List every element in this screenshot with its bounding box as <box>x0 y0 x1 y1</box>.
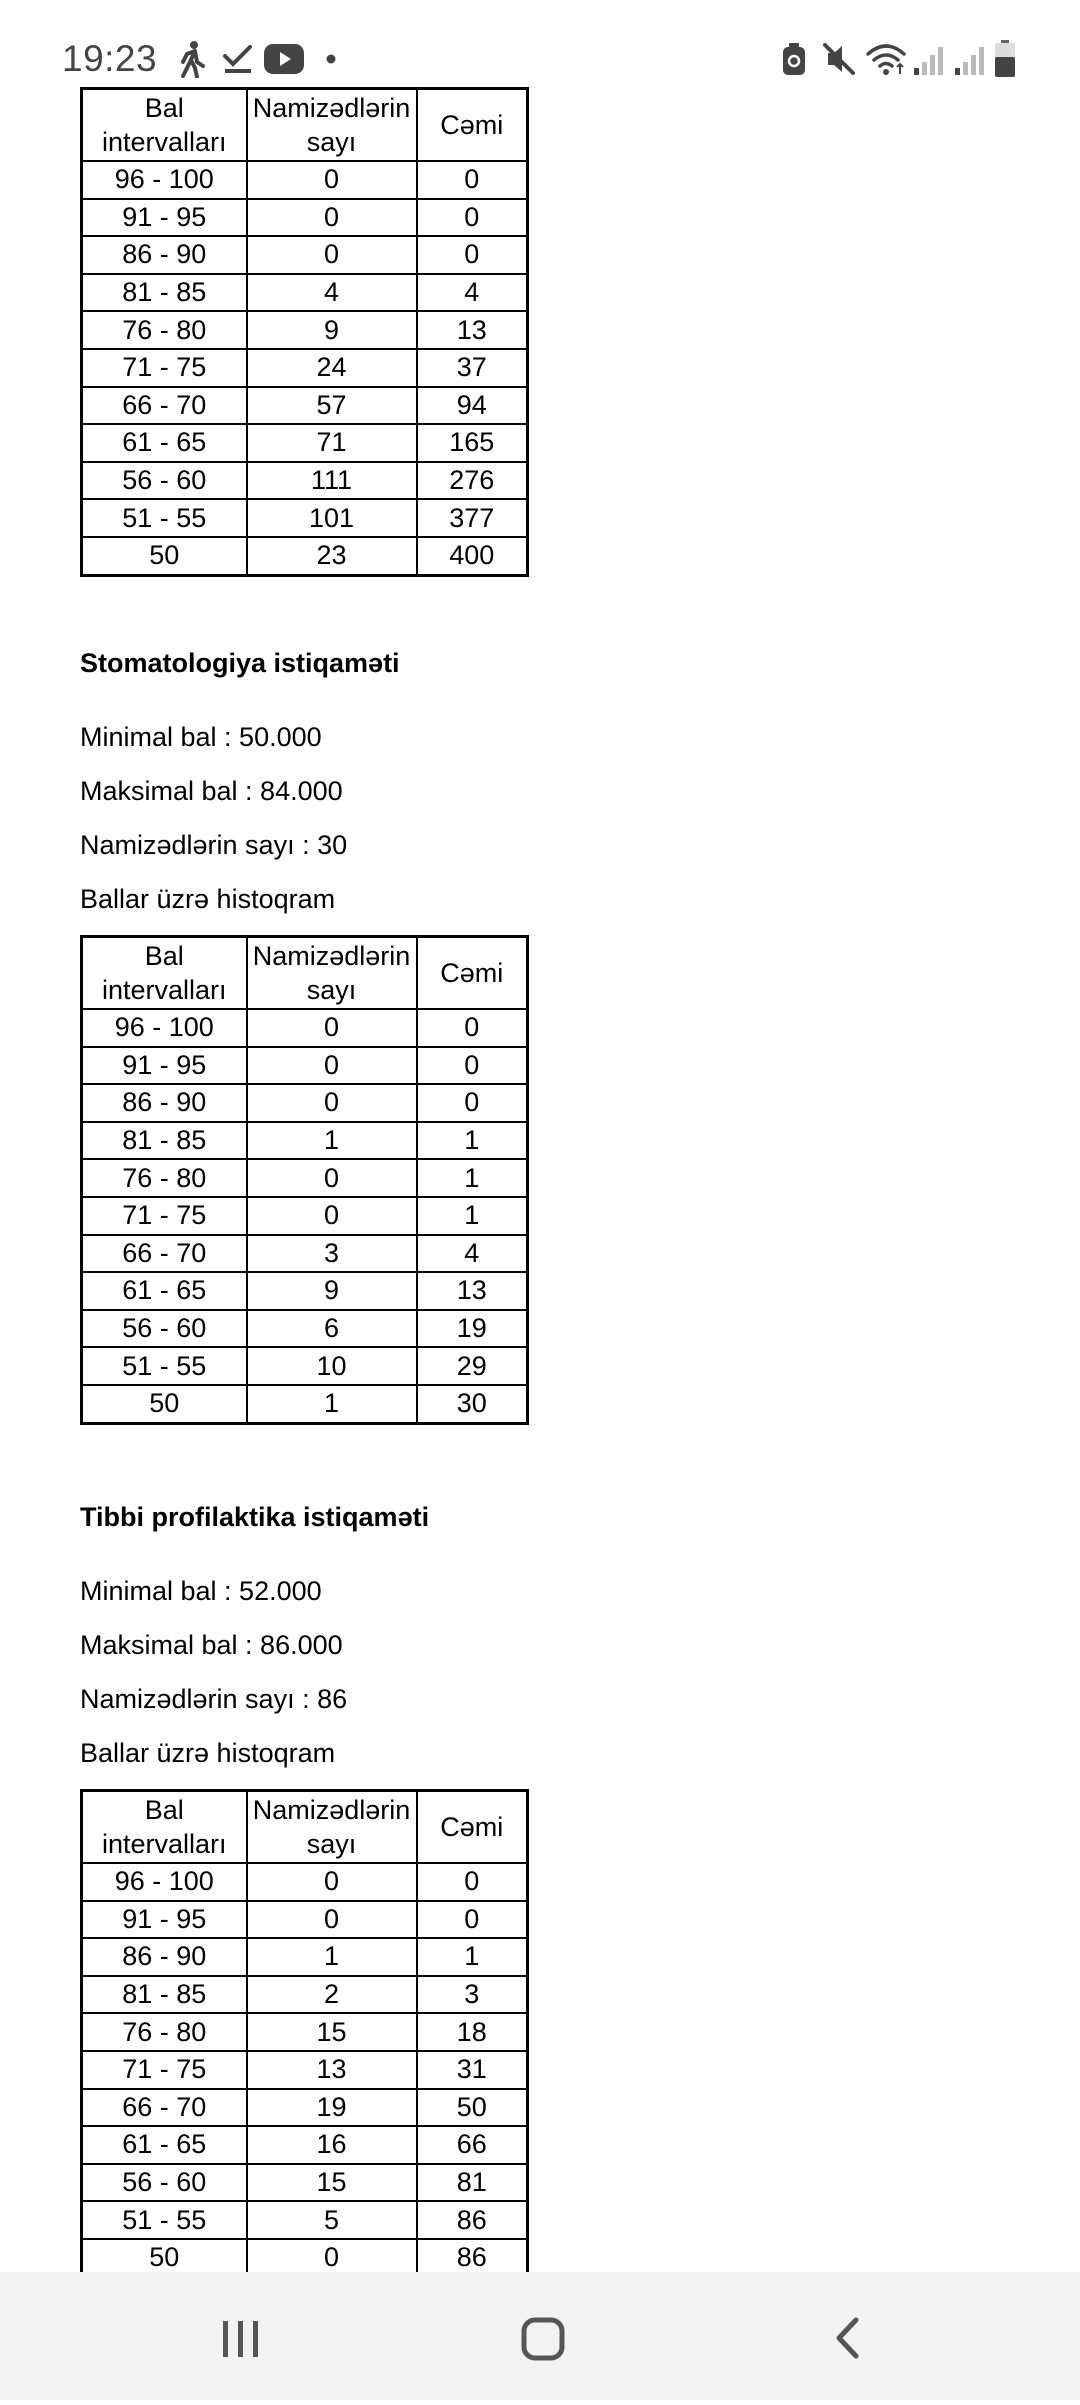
cell-bal-interval: 51 - 55 <box>82 499 247 537</box>
cell-namizedlerin-sayi: 4 <box>247 274 417 312</box>
table-row <box>82 537 528 575</box>
cell-namizedlerin-sayi: 111 <box>247 462 417 500</box>
histogram-label: Ballar üzrə histoqram <box>80 1738 336 1768</box>
cell-cemi: 0 <box>417 199 528 237</box>
table-row <box>82 349 528 387</box>
mute-icon <box>822 42 856 76</box>
table-row <box>82 1159 528 1197</box>
table-row <box>82 2201 528 2239</box>
cell-cemi: 50 <box>417 2089 528 2127</box>
table-row <box>82 161 528 199</box>
cell-bal-interval: 81 - 85 <box>82 274 247 312</box>
cell-namizedlerin-sayi: 3 <box>247 1235 417 1273</box>
cell-bal-interval: 61 - 65 <box>82 424 247 462</box>
cell-namizedlerin-sayi: 13 <box>247 2051 417 2089</box>
cell-namizedlerin-sayi: 0 <box>247 236 417 274</box>
cell-cemi: 4 <box>417 274 528 312</box>
namizedlerin-sayi: Namizədlərin sayı : 30 <box>80 830 348 860</box>
cell-namizedlerin-sayi: 15 <box>247 2164 417 2202</box>
cell-bal-interval: 71 - 75 <box>82 1197 247 1235</box>
histogram-label: Ballar üzrə histoqram <box>80 884 336 914</box>
table-row <box>82 2164 528 2202</box>
cell-bal-interval: 66 - 70 <box>82 2089 247 2127</box>
cell-namizedlerin-sayi: 15 <box>247 2013 417 2051</box>
cell-cemi: 37 <box>417 349 528 387</box>
cell-cemi: 0 <box>417 1047 528 1085</box>
cell-cemi: 66 <box>417 2126 528 2164</box>
cell-bal-interval: 66 - 70 <box>82 1235 247 1273</box>
cell-bal-interval: 86 - 90 <box>82 236 247 274</box>
cell-cemi: 0 <box>417 1084 528 1122</box>
table-row <box>82 2239 528 2272</box>
cell-cemi: 1 <box>417 1122 528 1160</box>
cell-namizedlerin-sayi: 24 <box>247 349 417 387</box>
maksimal-bal: Maksimal bal : 86.000 <box>80 1630 343 1660</box>
cell-namizedlerin-sayi: 0 <box>247 1197 417 1235</box>
cell-bal-interval: 51 - 55 <box>82 1347 247 1385</box>
cell-cemi: 13 <box>417 1272 528 1310</box>
table-row <box>82 199 528 237</box>
table-row <box>82 1347 528 1385</box>
maksimal-bal: Maksimal bal : 84.000 <box>80 776 343 806</box>
table-header-row <box>82 89 528 162</box>
cell-namizedlerin-sayi: 19 <box>247 2089 417 2127</box>
table-row <box>82 2126 528 2164</box>
cell-bal-interval: 86 - 90 <box>82 1084 247 1122</box>
notification-dot-icon <box>326 54 336 64</box>
cell-cemi: 30 <box>417 1385 528 1423</box>
cell-namizedlerin-sayi: 0 <box>247 199 417 237</box>
battery-saver-icon <box>781 42 807 76</box>
cell-cemi: 1 <box>417 1159 528 1197</box>
table-row <box>82 2013 528 2051</box>
cell-cemi: 1 <box>417 1197 528 1235</box>
navigation-bar <box>0 2272 1080 2400</box>
back-button[interactable] <box>776 2272 916 2400</box>
cell-namizedlerin-sayi: 57 <box>247 387 417 425</box>
table-row <box>82 387 528 425</box>
cell-namizedlerin-sayi: 0 <box>247 161 417 199</box>
table-row <box>82 499 528 537</box>
table-row <box>82 236 528 274</box>
cell-namizedlerin-sayi: 23 <box>247 537 417 575</box>
cell-cemi: 4 <box>417 1235 528 1273</box>
table-row <box>82 1047 528 1085</box>
cell-bal-interval: 56 - 60 <box>82 2164 247 2202</box>
cell-namizedlerin-sayi: 1 <box>247 1122 417 1160</box>
cell-cemi: 0 <box>417 1901 528 1939</box>
cell-cemi: 19 <box>417 1310 528 1348</box>
minimal-bal: Minimal bal : 50.000 <box>80 722 322 752</box>
cell-cemi: 0 <box>417 161 528 199</box>
cell-bal-interval: 66 - 70 <box>82 387 247 425</box>
cell-cemi: 13 <box>417 311 528 349</box>
home-button[interactable] <box>473 2272 613 2400</box>
cell-bal-interval: 61 - 65 <box>82 1272 247 1310</box>
cell-bal-interval: 91 - 95 <box>82 199 247 237</box>
status-clock: 19:23 <box>62 38 158 79</box>
cell-cemi: 276 <box>417 462 528 500</box>
cell-namizedlerin-sayi: 10 <box>247 1347 417 1385</box>
status-bar <box>0 0 1080 86</box>
cell-bal-interval: 50 <box>82 537 247 575</box>
table-row <box>82 1122 528 1160</box>
table-header-row <box>82 937 528 1010</box>
recent-apps-button[interactable] <box>171 2272 311 2400</box>
cell-cemi: 86 <box>417 2201 528 2239</box>
cell-cemi: 94 <box>417 387 528 425</box>
table-row <box>82 311 528 349</box>
header-bal-intervallari: Bal intervalları <box>82 937 247 1010</box>
cell-namizedlerin-sayi: 0 <box>247 1863 417 1901</box>
table-row <box>82 2089 528 2127</box>
cell-bal-interval: 50 <box>82 1385 247 1423</box>
check-icon <box>222 44 254 74</box>
cell-bal-interval: 91 - 95 <box>82 1901 247 1939</box>
header-bal-intervallari: Bal intervalları <box>82 1791 247 1864</box>
cell-bal-interval: 86 - 90 <box>82 1938 247 1976</box>
table-row <box>82 1385 528 1423</box>
signal-strength-icon <box>912 42 948 76</box>
header-cemi: Cəmi <box>417 937 528 1010</box>
cell-cemi: 18 <box>417 2013 528 2051</box>
table-row <box>82 1009 528 1047</box>
cell-namizedlerin-sayi: 0 <box>247 1009 417 1047</box>
cell-namizedlerin-sayi: 0 <box>247 1901 417 1939</box>
cell-bal-interval: 91 - 95 <box>82 1047 247 1085</box>
cell-bal-interval: 56 - 60 <box>82 1310 247 1348</box>
cell-namizedlerin-sayi: 1 <box>247 1385 417 1423</box>
cell-namizedlerin-sayi: 16 <box>247 2126 417 2164</box>
recent-apps-icon <box>171 2272 311 2400</box>
cell-bal-interval: 96 - 100 <box>82 1009 247 1047</box>
cell-cemi: 86 <box>417 2239 528 2272</box>
histogram-table-2 <box>80 935 529 1425</box>
cell-namizedlerin-sayi: 9 <box>247 1272 417 1310</box>
namizedlerin-sayi: Namizədlərin sayı : 86 <box>80 1684 348 1714</box>
section-title: Stomatologiya istiqaməti <box>80 648 400 678</box>
cell-namizedlerin-sayi: 2 <box>247 1976 417 2014</box>
cell-bal-interval: 56 - 60 <box>82 462 247 500</box>
wifi-icon <box>866 42 908 76</box>
table-row <box>82 1197 528 1235</box>
cell-namizedlerin-sayi: 9 <box>247 311 417 349</box>
minimal-bal: Minimal bal : 52.000 <box>80 1576 322 1606</box>
cell-namizedlerin-sayi: 0 <box>247 1159 417 1197</box>
table-row <box>82 1310 528 1348</box>
cell-namizedlerin-sayi: 0 <box>247 1084 417 1122</box>
section-title: Tibbi profilaktika istiqaməti <box>80 1502 430 1532</box>
table-row <box>82 1863 528 1901</box>
cell-bal-interval: 76 - 80 <box>82 2013 247 2051</box>
cell-cemi: 31 <box>417 2051 528 2089</box>
header-bal-intervallari: Bal intervalları <box>82 89 247 162</box>
histogram-table-1 <box>80 87 529 577</box>
walking-icon <box>175 40 207 78</box>
cell-cemi: 377 <box>417 499 528 537</box>
table-row <box>82 1976 528 2014</box>
header-cemi: Cəmi <box>417 1791 528 1864</box>
cell-bal-interval: 51 - 55 <box>82 2201 247 2239</box>
cell-cemi: 165 <box>417 424 528 462</box>
home-icon <box>473 2272 613 2400</box>
table-row <box>82 274 528 312</box>
table-row <box>82 1901 528 1939</box>
cell-bal-interval: 76 - 80 <box>82 311 247 349</box>
cell-cemi: 0 <box>417 1863 528 1901</box>
cell-bal-interval: 71 - 75 <box>82 2051 247 2089</box>
back-icon <box>776 2272 916 2400</box>
cell-bal-interval: 81 - 85 <box>82 1976 247 2014</box>
cell-bal-interval: 96 - 100 <box>82 1863 247 1901</box>
cell-bal-interval: 50 <box>82 2239 247 2272</box>
cell-cemi: 400 <box>417 537 528 575</box>
cell-bal-interval: 96 - 100 <box>82 161 247 199</box>
table-row <box>82 1235 528 1273</box>
cell-namizedlerin-sayi: 6 <box>247 1310 417 1348</box>
cell-cemi: 1 <box>417 1938 528 1976</box>
cell-cemi: 0 <box>417 1009 528 1047</box>
signal-strength-icon-2 <box>953 42 989 76</box>
cell-bal-interval: 71 - 75 <box>82 349 247 387</box>
table-row <box>82 462 528 500</box>
cell-cemi: 3 <box>417 1976 528 2014</box>
cell-bal-interval: 81 - 85 <box>82 1122 247 1160</box>
cell-namizedlerin-sayi: 0 <box>247 2239 417 2272</box>
table-row <box>82 1272 528 1310</box>
cell-namizedlerin-sayi: 5 <box>247 2201 417 2239</box>
battery-icon <box>994 40 1016 78</box>
table-row <box>82 2051 528 2089</box>
youtube-icon <box>264 44 304 74</box>
cell-namizedlerin-sayi: 0 <box>247 1047 417 1085</box>
header-namizedlerin-sayi: Namizədlərin sayı <box>247 937 417 1010</box>
table-row <box>82 1938 528 1976</box>
table-header-row <box>82 1791 528 1864</box>
cell-cemi: 0 <box>417 236 528 274</box>
header-namizedlerin-sayi: Namizədlərin sayı <box>247 89 417 162</box>
histogram-table-3 <box>80 1789 529 2272</box>
cell-cemi: 81 <box>417 2164 528 2202</box>
cell-namizedlerin-sayi: 101 <box>247 499 417 537</box>
cell-bal-interval: 76 - 80 <box>82 1159 247 1197</box>
table-row <box>82 1084 528 1122</box>
header-namizedlerin-sayi: Namizədlərin sayı <box>247 1791 417 1864</box>
cell-namizedlerin-sayi: 1 <box>247 1938 417 1976</box>
cell-cemi: 29 <box>417 1347 528 1385</box>
cell-namizedlerin-sayi: 71 <box>247 424 417 462</box>
header-cemi: Cəmi <box>417 89 528 162</box>
cell-bal-interval: 61 - 65 <box>82 2126 247 2164</box>
table-row <box>82 424 528 462</box>
